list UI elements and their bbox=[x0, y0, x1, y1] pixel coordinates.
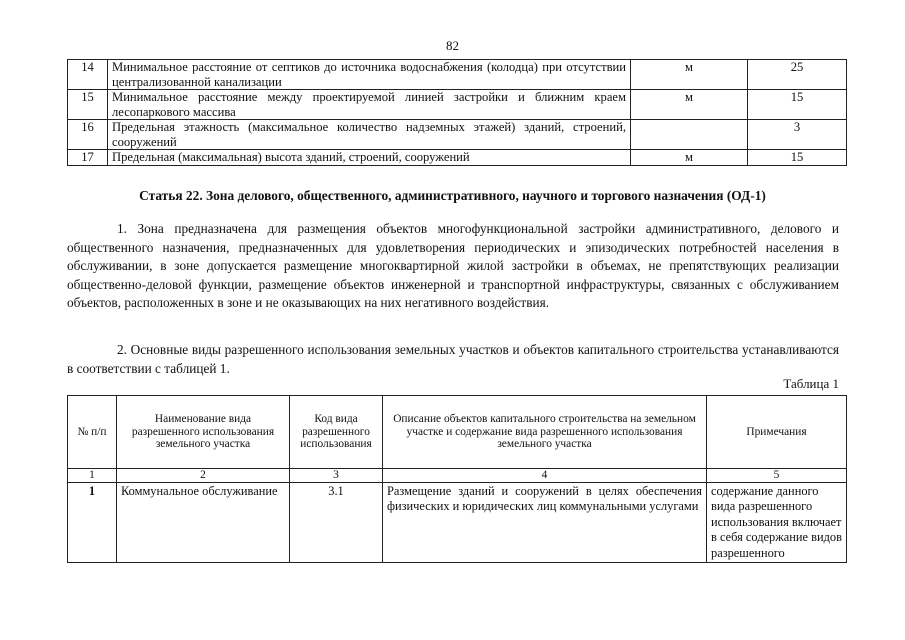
use-name: Коммунальное обслуживание bbox=[117, 483, 290, 563]
row-value: 25 bbox=[748, 60, 847, 90]
row-unit: м bbox=[631, 60, 748, 90]
row-number: 14 bbox=[68, 60, 108, 90]
header-use-code: Код вида разрешенного использования bbox=[290, 396, 383, 469]
row-description: Минимальное расстояние от септиков до источника водоснабжения (колодца) при отсутствии централизованной канализации bbox=[108, 60, 631, 90]
column-number: 3 bbox=[290, 469, 383, 483]
row-number: 16 bbox=[68, 120, 108, 150]
header-use-name: Наименование вида разрешенного использования земельного участка bbox=[117, 396, 290, 469]
column-number: 2 bbox=[117, 469, 290, 483]
page-number: 82 bbox=[446, 38, 459, 53]
use-code: 3.1 bbox=[290, 483, 383, 563]
row-number: 15 bbox=[68, 90, 108, 120]
use-description: Размещение зданий и сооружений в целях обеспечения физических и юридических лиц коммунальными услугами bbox=[383, 483, 707, 563]
table-row bbox=[68, 150, 847, 166]
table-row bbox=[68, 120, 847, 150]
column-number-row bbox=[68, 469, 847, 483]
parameters-table bbox=[67, 59, 847, 166]
paragraph-2: 2. Основные виды разрешенного использования земельных участков и объектов капитального строительства устанавливаются в соответствии с таблицей 1. bbox=[67, 342, 839, 376]
column-number: 4 bbox=[383, 469, 707, 483]
header-description: Описание объектов капитального строительства на земельном участке и содержание вида разрешенного использования земельного участка bbox=[383, 396, 707, 469]
row-value: 15 bbox=[748, 90, 847, 120]
row-unit: м bbox=[631, 90, 748, 120]
table-row bbox=[68, 60, 847, 90]
row-unit: м bbox=[631, 150, 748, 166]
table-caption: Таблица 1 bbox=[783, 376, 839, 391]
row-number: 1 bbox=[68, 483, 117, 563]
permitted-use-table bbox=[67, 395, 847, 563]
column-number: 5 bbox=[707, 469, 847, 483]
header-notes: Примечания bbox=[707, 396, 847, 469]
row-unit bbox=[631, 120, 748, 150]
table-row bbox=[68, 483, 847, 563]
row-value: 3 bbox=[748, 120, 847, 150]
column-number: 1 bbox=[68, 469, 117, 483]
use-note: содержание данного вида разрешенного использования включает в себя содержание видов разрешенного bbox=[707, 483, 847, 563]
row-description: Предельная этажность (максимальное количество надземных этажей) зданий, строений, сооружений bbox=[108, 120, 631, 150]
row-description: Минимальное расстояние между проектируемой линией застройки и ближним краем лесопаркового массива bbox=[108, 90, 631, 120]
row-number: 17 bbox=[68, 150, 108, 166]
table-header-row bbox=[68, 396, 847, 469]
header-number: № п/п bbox=[68, 396, 117, 469]
paragraph-1: 1. Зона предназначена для размещения объектов многофункциональной застройки административного, делового и общественного назначения, предназначенных для удовлетворения периодических и эпизодических потребностей населения в обслуживании, в зоне допускается размещение многоквартирной жилой застройки в объемах, не препятствующих реализации общественно-деловой функции, размещение объектов инженерной и транспортной инфраструктуры, связанных с обслуживанием объектов, расположенных в зоне и не оказывающих на них негативного воздействия. bbox=[67, 221, 839, 311]
row-description: Предельная (максимальная) высота зданий, строений, сооружений bbox=[108, 150, 631, 166]
article-title: Статья 22. Зона делового, общественного, административного, научного и торгового назначения (ОД-1) bbox=[139, 188, 766, 203]
table-row bbox=[68, 90, 847, 120]
row-value: 15 bbox=[748, 150, 847, 166]
